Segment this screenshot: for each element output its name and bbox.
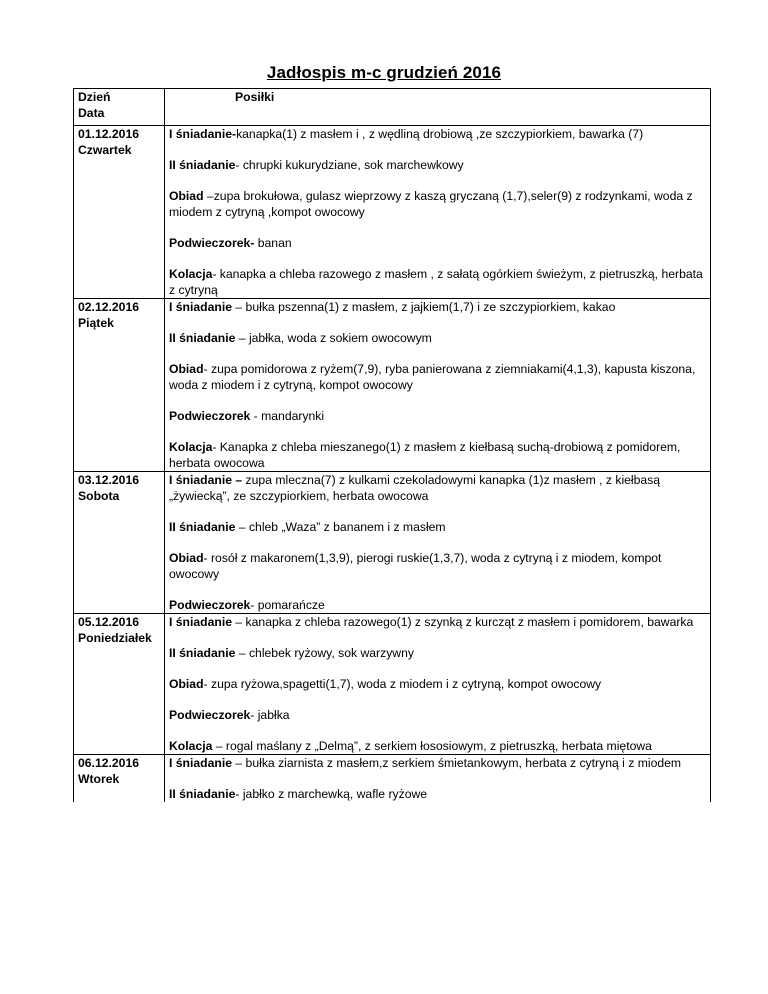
day-date: 02.12.2016 [78, 300, 139, 314]
table-row [74, 299, 711, 472]
meal-text: – chleb „Waza” z bananem i z masłem [235, 520, 446, 534]
day-date: 03.12.2016 [78, 473, 139, 487]
meal-entry [169, 519, 706, 535]
meal-entry [169, 645, 706, 661]
meal-entry [169, 188, 706, 220]
meal-entry [169, 755, 706, 771]
meal-text: –zupa brokułowa, gulasz wieprzowy z kaszą gryczaną (1,7),seler(9) z rodzynkami, woda z miodem z cytryną ,kompot owocowy [169, 189, 693, 219]
meal-label: I śniadanie [169, 615, 232, 629]
table-row [74, 755, 711, 803]
table-row [74, 126, 711, 299]
day-cell [74, 755, 165, 803]
meal-label: Podwieczorek [169, 598, 251, 612]
meal-entry [169, 550, 706, 582]
meal-label: Podwieczorek- [169, 236, 255, 250]
meal-entry [169, 408, 706, 424]
meal-text: - zupa pomidorowa z ryżem(7,9), ryba panierowana z ziemniakami(4,1,3), kapusta kiszona, woda z miodem i z cytryną, kompot owocowy [169, 362, 696, 392]
meal-label: Obiad [169, 362, 204, 376]
meal-entry [169, 439, 706, 471]
meals-cell [165, 126, 711, 299]
day-cell [74, 126, 165, 299]
meal-text: - jabłko z marchewką, wafle ryżowe [235, 787, 428, 801]
meal-label: Kolacja [169, 739, 213, 753]
meal-text: - mandarynki [250, 409, 325, 423]
meals-cell [165, 299, 711, 472]
meal-entry [169, 361, 706, 393]
meal-label: I śniadanie – [169, 473, 243, 487]
header-meals: Posiłki [165, 89, 711, 126]
meal-label: Obiad [169, 551, 204, 565]
meal-text: – jabłka, woda z sokiem owocowym [235, 331, 432, 345]
meal-entry [169, 299, 706, 315]
meal-entry [169, 330, 706, 346]
meal-label: Obiad [169, 189, 204, 203]
day-cell [74, 614, 165, 755]
meal-entry [169, 126, 706, 142]
day-weekday: Sobota [78, 489, 120, 503]
meal-text: - kanapka a chleba razowego z masłem , z sałatą ogórkiem świeżym, z pietruszką, herbata z cytryną [169, 267, 703, 297]
meal-label: Podwieczorek [169, 708, 251, 722]
meal-text: – bułka ziarnista z masłem,z serkiem śmietankowym, herbata z cytryną i z miodem [232, 756, 682, 770]
meal-entry [169, 676, 706, 692]
day-weekday: Wtorek [78, 772, 120, 786]
meal-entry [169, 614, 706, 630]
meals-cell [165, 614, 711, 755]
meal-text: - chrupki kukurydziane, sok marchewkowy [235, 158, 464, 172]
meal-entry [169, 472, 706, 504]
day-cell [74, 472, 165, 614]
meal-text: – rogal maślany z „Delmą”, z serkiem łososiowym, z pietruszką, herbata miętowa [212, 739, 652, 753]
meal-entry [169, 597, 706, 613]
meal-label: I śniadanie [169, 756, 232, 770]
table-header-row [74, 89, 711, 126]
meal-entry [169, 266, 706, 298]
day-date: 06.12.2016 [78, 756, 139, 770]
meal-text: - zupa ryżowa,spagetti(1,7), woda z miodem i z cytryną, kompot owocowy [203, 677, 602, 691]
day-date: 05.12.2016 [78, 615, 139, 629]
meal-label: Obiad [169, 677, 204, 691]
meal-label: Kolacja [169, 440, 213, 454]
meal-label: II śniadanie [169, 520, 236, 534]
meal-label: II śniadanie [169, 787, 236, 801]
day-weekday: Czwartek [78, 143, 132, 157]
day-weekday: Piątek [78, 316, 114, 330]
meal-entry [169, 786, 706, 802]
meal-label: II śniadanie [169, 331, 236, 345]
meal-label: Kolacja [169, 267, 213, 281]
meal-label: II śniadanie [169, 646, 236, 660]
day-cell [74, 299, 165, 472]
meal-entry [169, 738, 706, 754]
meal-label: I śniadanie- [169, 127, 237, 141]
menu-table [73, 88, 711, 802]
meal-entry [169, 157, 706, 173]
meal-text: banan [254, 236, 292, 250]
meals-cell [165, 472, 711, 614]
header-day: Dzień [78, 90, 111, 104]
meals-cell [165, 755, 711, 803]
header-date: Data [78, 106, 105, 120]
meal-entry [169, 235, 706, 251]
meal-text: – kanapka z chleba razowego(1) z szynką z kurcząt z masłem i pomidorem, bawarka [232, 615, 694, 629]
meal-text: zupa mleczna(7) z kulkami czekoladowymi kanapka (1)z masłem , z kiełbasą „żywiecką”, ze szczypiorkiem, herbata owocowa [169, 473, 661, 503]
meal-text: – chlebek ryżowy, sok warzywny [235, 646, 414, 660]
meal-text: - jabłka [250, 708, 290, 722]
meal-entry [169, 707, 706, 723]
meal-label: II śniadanie [169, 158, 236, 172]
table-row [74, 472, 711, 614]
meal-text: - Kanapka z chleba mieszanego(1) z masłem z kiełbasą suchą-drobiową z pomidorem, herbata owocowa [169, 440, 681, 470]
day-date: 01.12.2016 [78, 127, 139, 141]
meal-label: I śniadanie [169, 300, 232, 314]
meal-text: – bułka pszenna(1) z masłem, z jajkiem(1,7) i ze szczypiorkiem, kakao [232, 300, 616, 314]
header-day-date [74, 89, 165, 126]
page-title: Jadłospis m-c grudzień 2016 [266, 63, 502, 82]
meal-text: - pomarańcze [250, 598, 325, 612]
meal-label: Podwieczorek [169, 409, 251, 423]
table-row [74, 614, 711, 755]
meal-text: kanapka(1) z masłem i , z wędliną drobiową ,ze szczypiorkiem, bawarka (7) [236, 127, 644, 141]
day-weekday: Poniedziałek [78, 631, 152, 645]
meal-text: - rosół z makaronem(1,3,9), pierogi ruskie(1,3,7), woda z cytryną i z miodem, kompot owocowy [169, 551, 662, 581]
